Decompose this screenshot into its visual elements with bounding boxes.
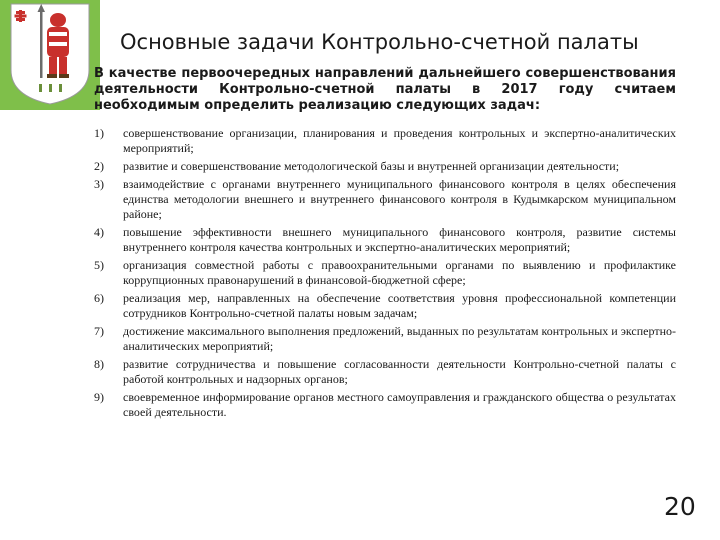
list-item [94, 324, 676, 354]
list-item-number: 4) [94, 225, 104, 239]
list-item-text: достижение максимального выполнения предложений, выданных по результатам контрольных и экспертно-аналитических мероприятий; [123, 324, 676, 353]
list-item-text: совершенствование организации, планирования и проведения контрольных и экспертно-аналитических мероприятий; [123, 126, 676, 155]
list-item-number: 5) [94, 258, 104, 272]
list-item-number: 6) [94, 291, 104, 305]
list-item [94, 390, 676, 420]
coat-of-arms-emblem [3, 0, 97, 106]
list-item [94, 225, 676, 255]
intro-paragraph: В качестве первоочередных направлений дальнейшего совершенствования деятельности Контрольно-счетной палаты в 2017 году считаем необходимым определить реализацию следующих задач: [94, 66, 676, 113]
page-number: 20 [664, 492, 696, 521]
list-item [94, 258, 676, 288]
list-item-number: 8) [94, 357, 104, 371]
page-title: Основные задачи Контрольно-счетной палаты [120, 30, 639, 54]
list-item [94, 357, 676, 387]
list-item [94, 291, 676, 321]
list-item-number: 2) [94, 159, 104, 173]
list-item-text: реализация мер, направленных на обеспечение соответствия уровня профессиональной компетенции сотрудников Контрольно-счетной палаты новым задачам; [123, 291, 676, 320]
list-item-number: 9) [94, 390, 104, 404]
list-item-number: 3) [94, 177, 104, 191]
list-item-text: развитие сотрудничества и повышение согласованности деятельности Контрольно-счетной палаты с работой контрольных и надзорных органов; [123, 357, 676, 386]
list-item-text: повышение эффективности внешнего муниципального финансового контроля, развитие системы внутреннего контроля качества контрольных и экспертно-аналитических мероприятий; [123, 225, 676, 254]
list-item [94, 126, 676, 156]
list-item [94, 159, 676, 174]
list-item-text: развитие и совершенствование методологической базы и внутренней организации деятельности; [123, 159, 620, 173]
task-list [94, 126, 676, 423]
list-item-number: 7) [94, 324, 104, 338]
list-item-text: взаимодействие с органами внутреннего муниципального финансового контроля в целях обеспечения единства методологии внешнего и внутреннего финансового контроля в Кудымкарском муниципальном районе; [123, 177, 676, 221]
list-item [94, 177, 676, 222]
list-item-number: 1) [94, 126, 104, 140]
list-item-text: своевременное информирование органов местного самоуправления и гражданского общества о результатах своей деятельности. [123, 390, 676, 419]
list-item-text: организация совместной работы с правоохранительными органами по выявлению и профилактике коррупционных правонарушений в финансовой-бюджетной сфере; [123, 258, 676, 287]
